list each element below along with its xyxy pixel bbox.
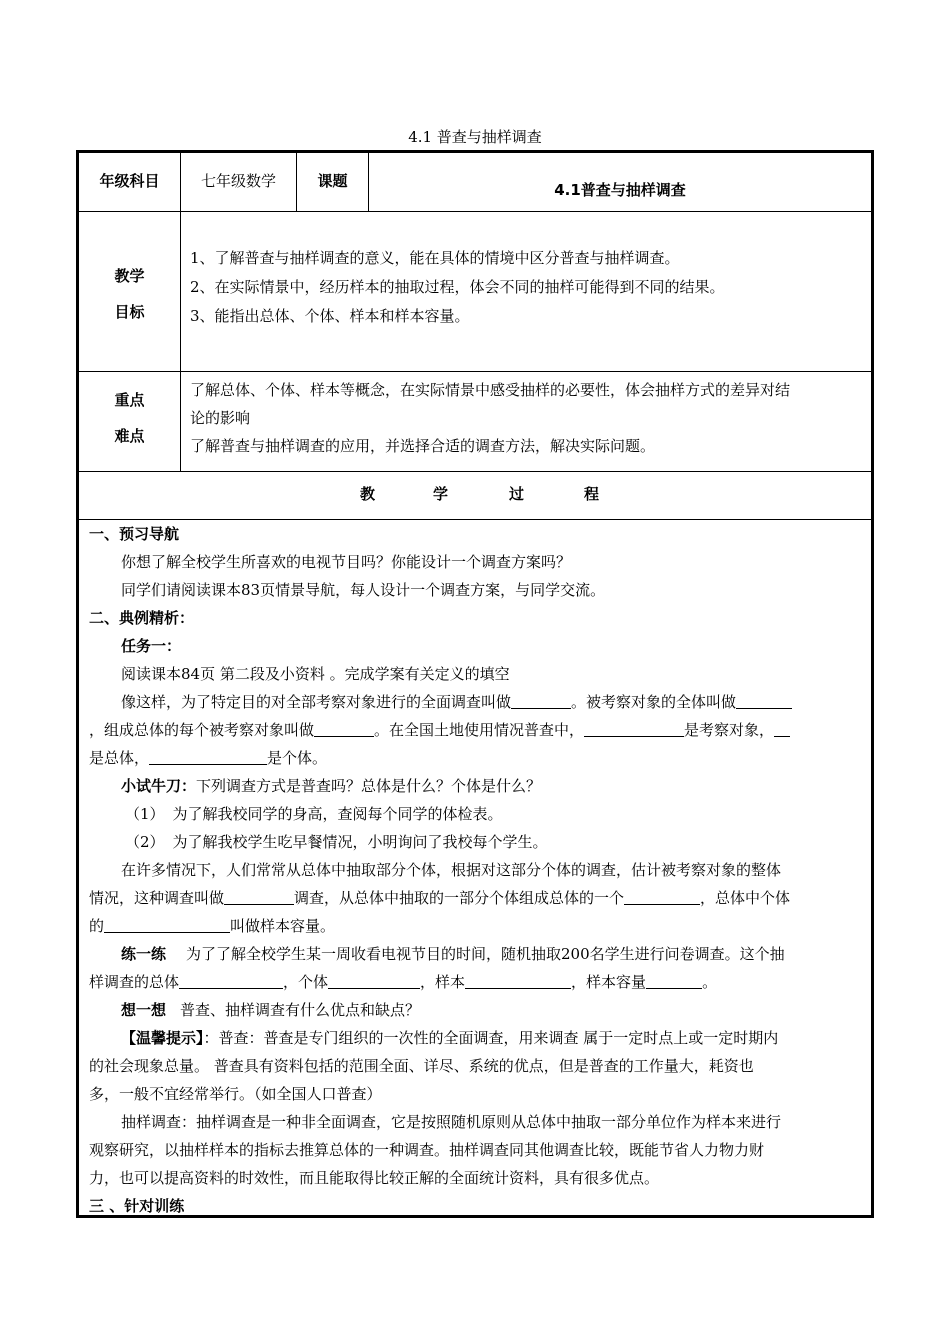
section-title: 三 、针对训练: [89, 1197, 185, 1215]
text: ，总体中个体: [700, 889, 791, 907]
grade-subject-value: 七年级数学: [200, 172, 276, 190]
row-divider: [79, 371, 871, 372]
question-text: 为了解我校同学的身高，查阅每个同学的体检表。: [172, 805, 503, 823]
text: ，样本容量: [571, 973, 647, 991]
text: ，样本: [420, 973, 466, 991]
paragraph: 阅读课本84页 第二段及小资料 。完成学案有关定义的填空: [121, 665, 510, 683]
think-prompt: [121, 999, 420, 1020]
question-number: （2）: [125, 833, 165, 851]
text: 的: [89, 917, 105, 935]
grade-subject-label: 年级科目: [99, 172, 160, 190]
topic-value: 4.1普查与抽样调查: [554, 181, 686, 199]
tip-line: [121, 1027, 778, 1048]
label: 练一练: [121, 945, 167, 963]
answer-blank[interactable]: [646, 973, 702, 989]
answer-blank[interactable]: [736, 693, 792, 709]
objectives-list: [190, 244, 863, 331]
text: 是考察对象，: [684, 721, 775, 739]
column-divider: [180, 153, 181, 471]
fill-in-line: [121, 691, 792, 712]
objective-item: 1、了解普查与抽样调查的意义，能在具体的情境中区分普查与抽样调查。: [190, 249, 680, 267]
objectives-label-line: 目标: [114, 303, 145, 321]
key-points-line: 了解普查与抽样调查的应用，并选择合适的调查方法，解决实际问题。: [190, 437, 656, 455]
section-title: 二、典例精析：: [89, 609, 195, 627]
answer-blank[interactable]: [774, 721, 790, 737]
row-divider: [79, 519, 871, 520]
text: ：普查：普查是专门组织的一次性的全面调查，用来调查 属于一定时点上或一定时期内: [203, 1029, 779, 1047]
process-char: 程: [584, 485, 600, 503]
answer-blank[interactable]: [511, 693, 571, 709]
text: 是个体。: [267, 749, 328, 767]
practice-prompt: [121, 775, 541, 796]
task-title: 任务一：: [121, 637, 182, 655]
fill-in-line: [89, 719, 790, 740]
question-number: （1）: [125, 805, 165, 823]
process-char: 学: [433, 485, 449, 503]
fill-in-line: [121, 943, 785, 964]
answer-blank[interactable]: [224, 889, 294, 905]
text: 普查、抽样调查有什么优点和缺点？: [180, 1001, 421, 1019]
answer-blank[interactable]: [104, 917, 230, 933]
key-points-line: 论的影响: [190, 409, 251, 427]
text: 下列调查方式是普查吗？总体是什么？个体是什么？: [196, 777, 542, 795]
paragraph: 的社会现象总量。 普查具有资料包括的范围全面、详尽、系统的优点，但是普查的工作量大，耗资也: [89, 1057, 754, 1075]
question-item: [125, 803, 503, 824]
text: ，个体: [283, 973, 329, 991]
text: ，组成总体的每个被考察对象叫做: [89, 721, 315, 739]
objectives-label: [79, 258, 180, 330]
topic-label: 课题: [317, 172, 348, 190]
objective-item: 3、能指出总体、个体、样本和样本容量。: [190, 307, 470, 325]
paragraph: 多，一般不宜经常举行。（如全国人口普查）: [89, 1085, 382, 1103]
paragraph: 观察研究，以抽样样本的指标去推算总体的一种调查。抽样调查同其他调查比较，既能节省人力物力财: [89, 1141, 765, 1159]
fill-in-line: [89, 971, 717, 992]
process-char: 过: [509, 485, 525, 503]
paragraph: 力，也可以提高资料的时效性，而且能取得比较正解的全面统计资料，具有很多优点。: [89, 1169, 660, 1187]
answer-blank[interactable]: [465, 973, 571, 989]
paragraph: 同学们请阅读课本83页情景导航，每人设计一个调查方案，与同学交流。: [121, 581, 606, 599]
key-points-text: [190, 376, 863, 460]
text: 为了了解全校学生某一周收看电视节目的时间，随机抽取200名学生进行问卷调查。这个抽: [186, 945, 785, 963]
answer-blank[interactable]: [179, 973, 283, 989]
text: 情况，这种调查叫做: [89, 889, 225, 907]
text: 是总体，: [89, 749, 150, 767]
text: 像这样，为了特定目的对全部考察对象进行的全面调查叫做: [121, 693, 512, 711]
label: 小试牛刀：: [121, 777, 197, 795]
answer-blank[interactable]: [584, 721, 684, 737]
fill-in-line: [89, 747, 327, 768]
label: 想一想: [121, 1001, 167, 1019]
section-title: 一、预习导航: [89, 525, 180, 543]
question-text: 为了解我校学生吃早餐情况，小明询问了我校每个学生。: [172, 833, 548, 851]
fill-in-line: [89, 887, 790, 908]
row-divider: [79, 211, 871, 212]
paragraph: 在许多情况下，人们常常从总体中抽取部分个体，根据对这部分个体的调查，估计被考察对象的整体: [121, 861, 782, 879]
text: 调查，从总体中抽取的一部分个体组成总体的一个: [294, 889, 625, 907]
key-points-label-line: 难点: [114, 427, 145, 445]
text: 样调查的总体: [89, 973, 180, 991]
question-item: [125, 831, 548, 852]
fill-in-line: [89, 915, 335, 936]
answer-blank[interactable]: [149, 749, 267, 765]
answer-blank[interactable]: [314, 721, 374, 737]
teaching-process-heading: [79, 483, 871, 519]
text: 。在全国土地使用情况普查中，: [374, 721, 585, 739]
paragraph: 抽样调查：抽样调查是一种非全面调查，它是按照随机原则从总体中抽取一部分单位作为样本来进行: [121, 1113, 782, 1131]
key-points-label: [79, 382, 180, 454]
paragraph: 你想了解全校学生所喜欢的电视节目吗？你能设计一个调查方案吗？: [121, 553, 572, 571]
objectives-label-line: 教学: [114, 267, 145, 285]
text: 叫做样本容量。: [230, 917, 336, 935]
objective-item: 2、在实际情景中，经历样本的抽取过程，体会不同的抽样可能得到不同的结果。: [190, 278, 725, 296]
text: 。被考察对象的全体叫做: [571, 693, 737, 711]
label: 【温馨提示】: [121, 1029, 204, 1047]
lesson-plan-table: [76, 150, 874, 1218]
text: 。: [702, 973, 718, 991]
process-char: 教: [360, 485, 376, 503]
document-title: 4.1 普查与抽样调查: [408, 128, 542, 146]
answer-blank[interactable]: [328, 973, 420, 989]
row-divider: [79, 471, 871, 472]
answer-blank[interactable]: [624, 889, 700, 905]
key-points-line: 了解总体、个体、样本等概念，在实际情景中感受抽样的必要性，体会抽样方式的差异对结: [190, 381, 791, 399]
key-points-label-line: 重点: [114, 391, 145, 409]
